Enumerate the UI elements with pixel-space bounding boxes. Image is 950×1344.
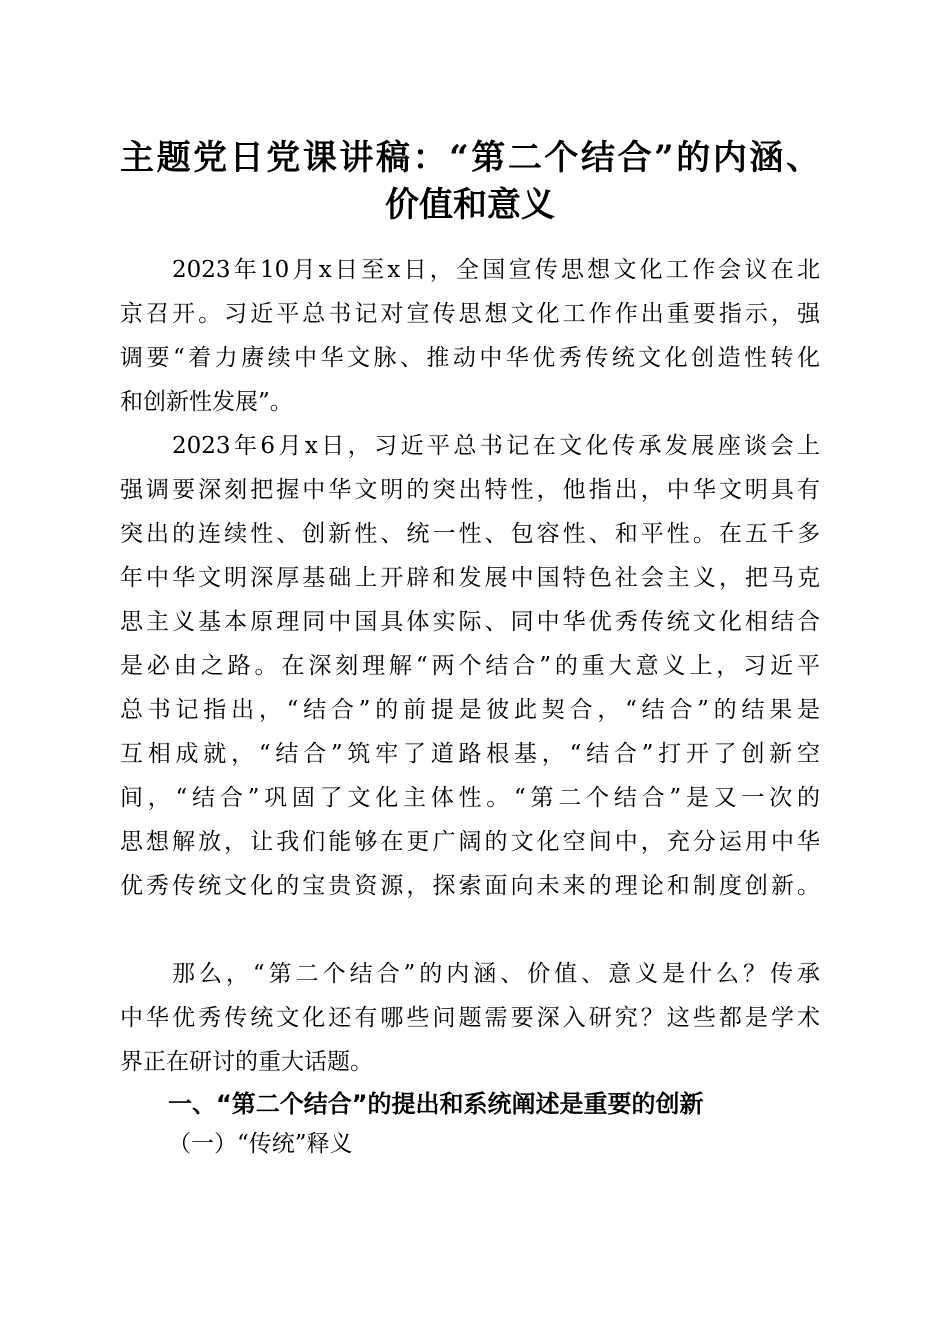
paragraph-line: 那么，“第二个结合”的内涵、价值、意义是什么？传承 — [172, 961, 820, 987]
paragraph-line: 年中华文明深厚基础上开辟和发展中国特色社会主义，把马克 — [120, 565, 820, 591]
paragraph-line: 思想解放，让我们能够在更广阔的文化空间中，充分运用中华 — [120, 829, 820, 855]
paragraph-1 — [120, 248, 820, 424]
paragraph-3 — [120, 952, 820, 1084]
paragraph-line: 界正在研讨的重大话题。 — [120, 1049, 373, 1075]
document-title-line-2: 价值和意义 — [385, 185, 555, 225]
paragraph-line: 突出的连续性、创新性、统一性、包容性、和平性。在五千多 — [120, 521, 820, 547]
paragraph-line: 2023年10月x日至x日，全国宣传思想文化工作会议在北 — [172, 257, 820, 283]
paragraph-line: 京召开。习近平总书记对宣传思想文化工作作出重要指示，强 — [120, 301, 820, 327]
document-title-line-1: 主题党日党课讲稿：“第二个结合”的内涵、 — [120, 138, 820, 178]
paragraph-line: 优秀传统文化的宝贵资源，探索面向未来的理论和制度创新。 — [120, 873, 820, 899]
paragraph-line: 是必由之路。在深刻理解“两个结合”的重大意义上，习近平 — [120, 653, 820, 679]
paragraph-line: 间，“结合”巩固了文化主体性。“第二个结合”是又一次的 — [120, 785, 820, 811]
paragraph-line: 互相成就，“结合”筑牢了道路根基，“结合”打开了创新空 — [120, 741, 820, 767]
subsection-heading: （一）“传统”释义 — [168, 1131, 353, 1157]
paragraph-line: 和创新性发展”。 — [120, 389, 293, 415]
paragraph-line: 调要“着力赓续中华文脉、推动中华优秀传统文化创造性转化 — [120, 345, 820, 371]
section-heading: 一、“第二个结合”的提出和系统阐述是重要的创新 — [168, 1090, 704, 1118]
paragraph-2 — [120, 424, 820, 908]
paragraph-line: 中华优秀传统文化还有哪些问题需要深入研究？这些都是学术 — [120, 1005, 820, 1031]
paragraph-line: 强调要深刻把握中华文明的突出特性，他指出，中华文明具有 — [120, 477, 820, 503]
paragraph-line: 2023年6月x日，习近平总书记在文化传承发展座谈会上 — [172, 433, 820, 459]
paragraph-line: 思主义基本原理同中国具体实际、同中华优秀传统文化相结合 — [120, 609, 820, 635]
paragraph-line: 总书记指出，“结合”的前提是彼此契合，“结合”的结果是 — [120, 697, 820, 723]
